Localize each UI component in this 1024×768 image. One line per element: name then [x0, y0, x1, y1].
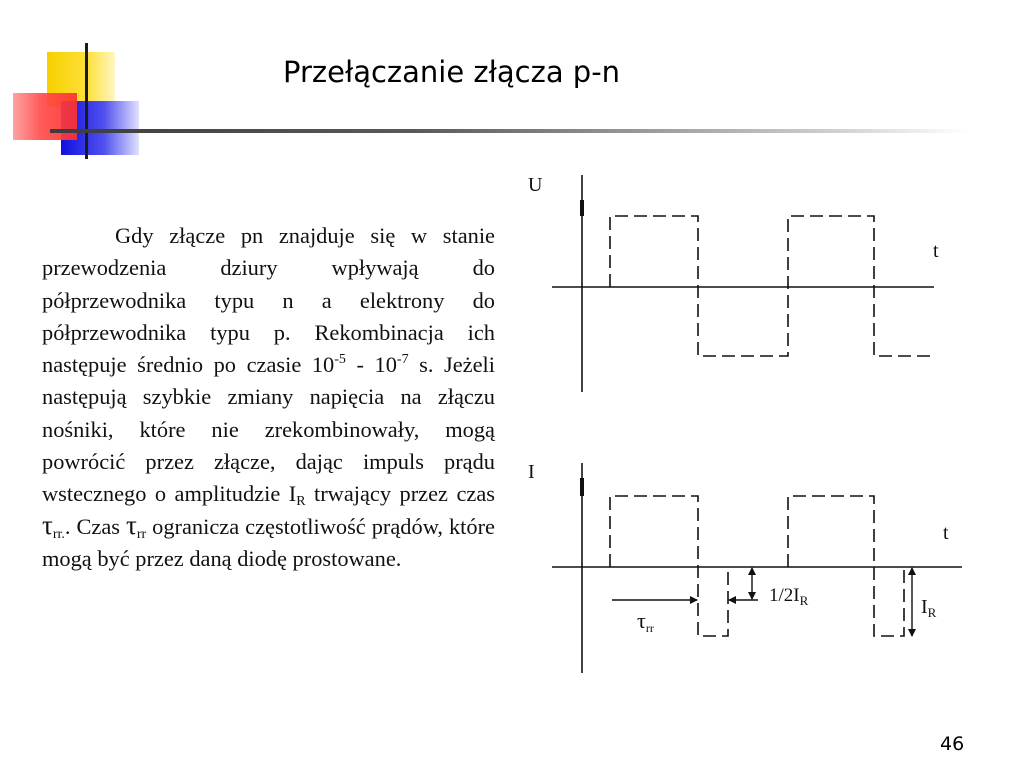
body-text-part-4: . Czas	[64, 513, 126, 539]
half-ir-label	[769, 585, 809, 608]
voltage-time-label: t	[933, 240, 939, 262]
ir-text: I	[921, 596, 928, 618]
half-ir-text: 1/2I	[769, 585, 800, 606]
ir-subscript: R	[296, 494, 306, 510]
ir-label	[921, 596, 937, 620]
current-time-label: t	[943, 522, 949, 544]
page-title: Przełączanie złącza p-n	[283, 55, 621, 89]
voltage-axis-label: U	[528, 174, 543, 196]
tau-symbol-1: τ	[42, 509, 53, 540]
body-text-separator: - 10	[345, 352, 397, 378]
voltage-graph	[528, 174, 939, 392]
half-ir-subscript: R	[799, 593, 809, 608]
tau-subscript-1: rr.	[52, 526, 65, 542]
ir-subscript: R	[927, 605, 937, 620]
body-text-part-3: trwający przez czas	[305, 481, 495, 507]
exponent-1: -5	[334, 352, 346, 368]
voltage-square-wave	[610, 216, 934, 356]
current-axis-label: I	[528, 461, 535, 483]
tau-subscript-2: rr	[136, 526, 147, 542]
trr-tau: τ	[637, 608, 646, 633]
exponent-2: -7	[396, 352, 409, 368]
body-text-part-2: s. Jeżeli następują szybkie zmiany napięcia na złączu nośniki, które nie zrekombinowały, mogą powrócić przez złącze, dając impuls prądu wstecznego o amplitudzie I	[42, 352, 495, 507]
trr-label	[637, 608, 654, 635]
current-graph	[528, 461, 962, 673]
current-pulse-wave-2	[788, 496, 904, 636]
current-pulse-wave-1	[610, 496, 728, 636]
tau-symbol-2: τ	[125, 509, 137, 540]
body-text-part-5: ogranicza częstotliwość prądów, które mogą być przez daną diodę prostowane.	[42, 513, 495, 571]
body-text-part-1: Gdy złącze pn znajduje się w stanie przewodzenia dziury wpływają do półprzewodnika typu n a elektrony do półprzewodnika typu p. Rekombinacja ich następuje średnio po czasie 10	[42, 223, 495, 378]
trr-subscript: rr	[645, 621, 654, 635]
page-number: 46	[940, 733, 965, 755]
